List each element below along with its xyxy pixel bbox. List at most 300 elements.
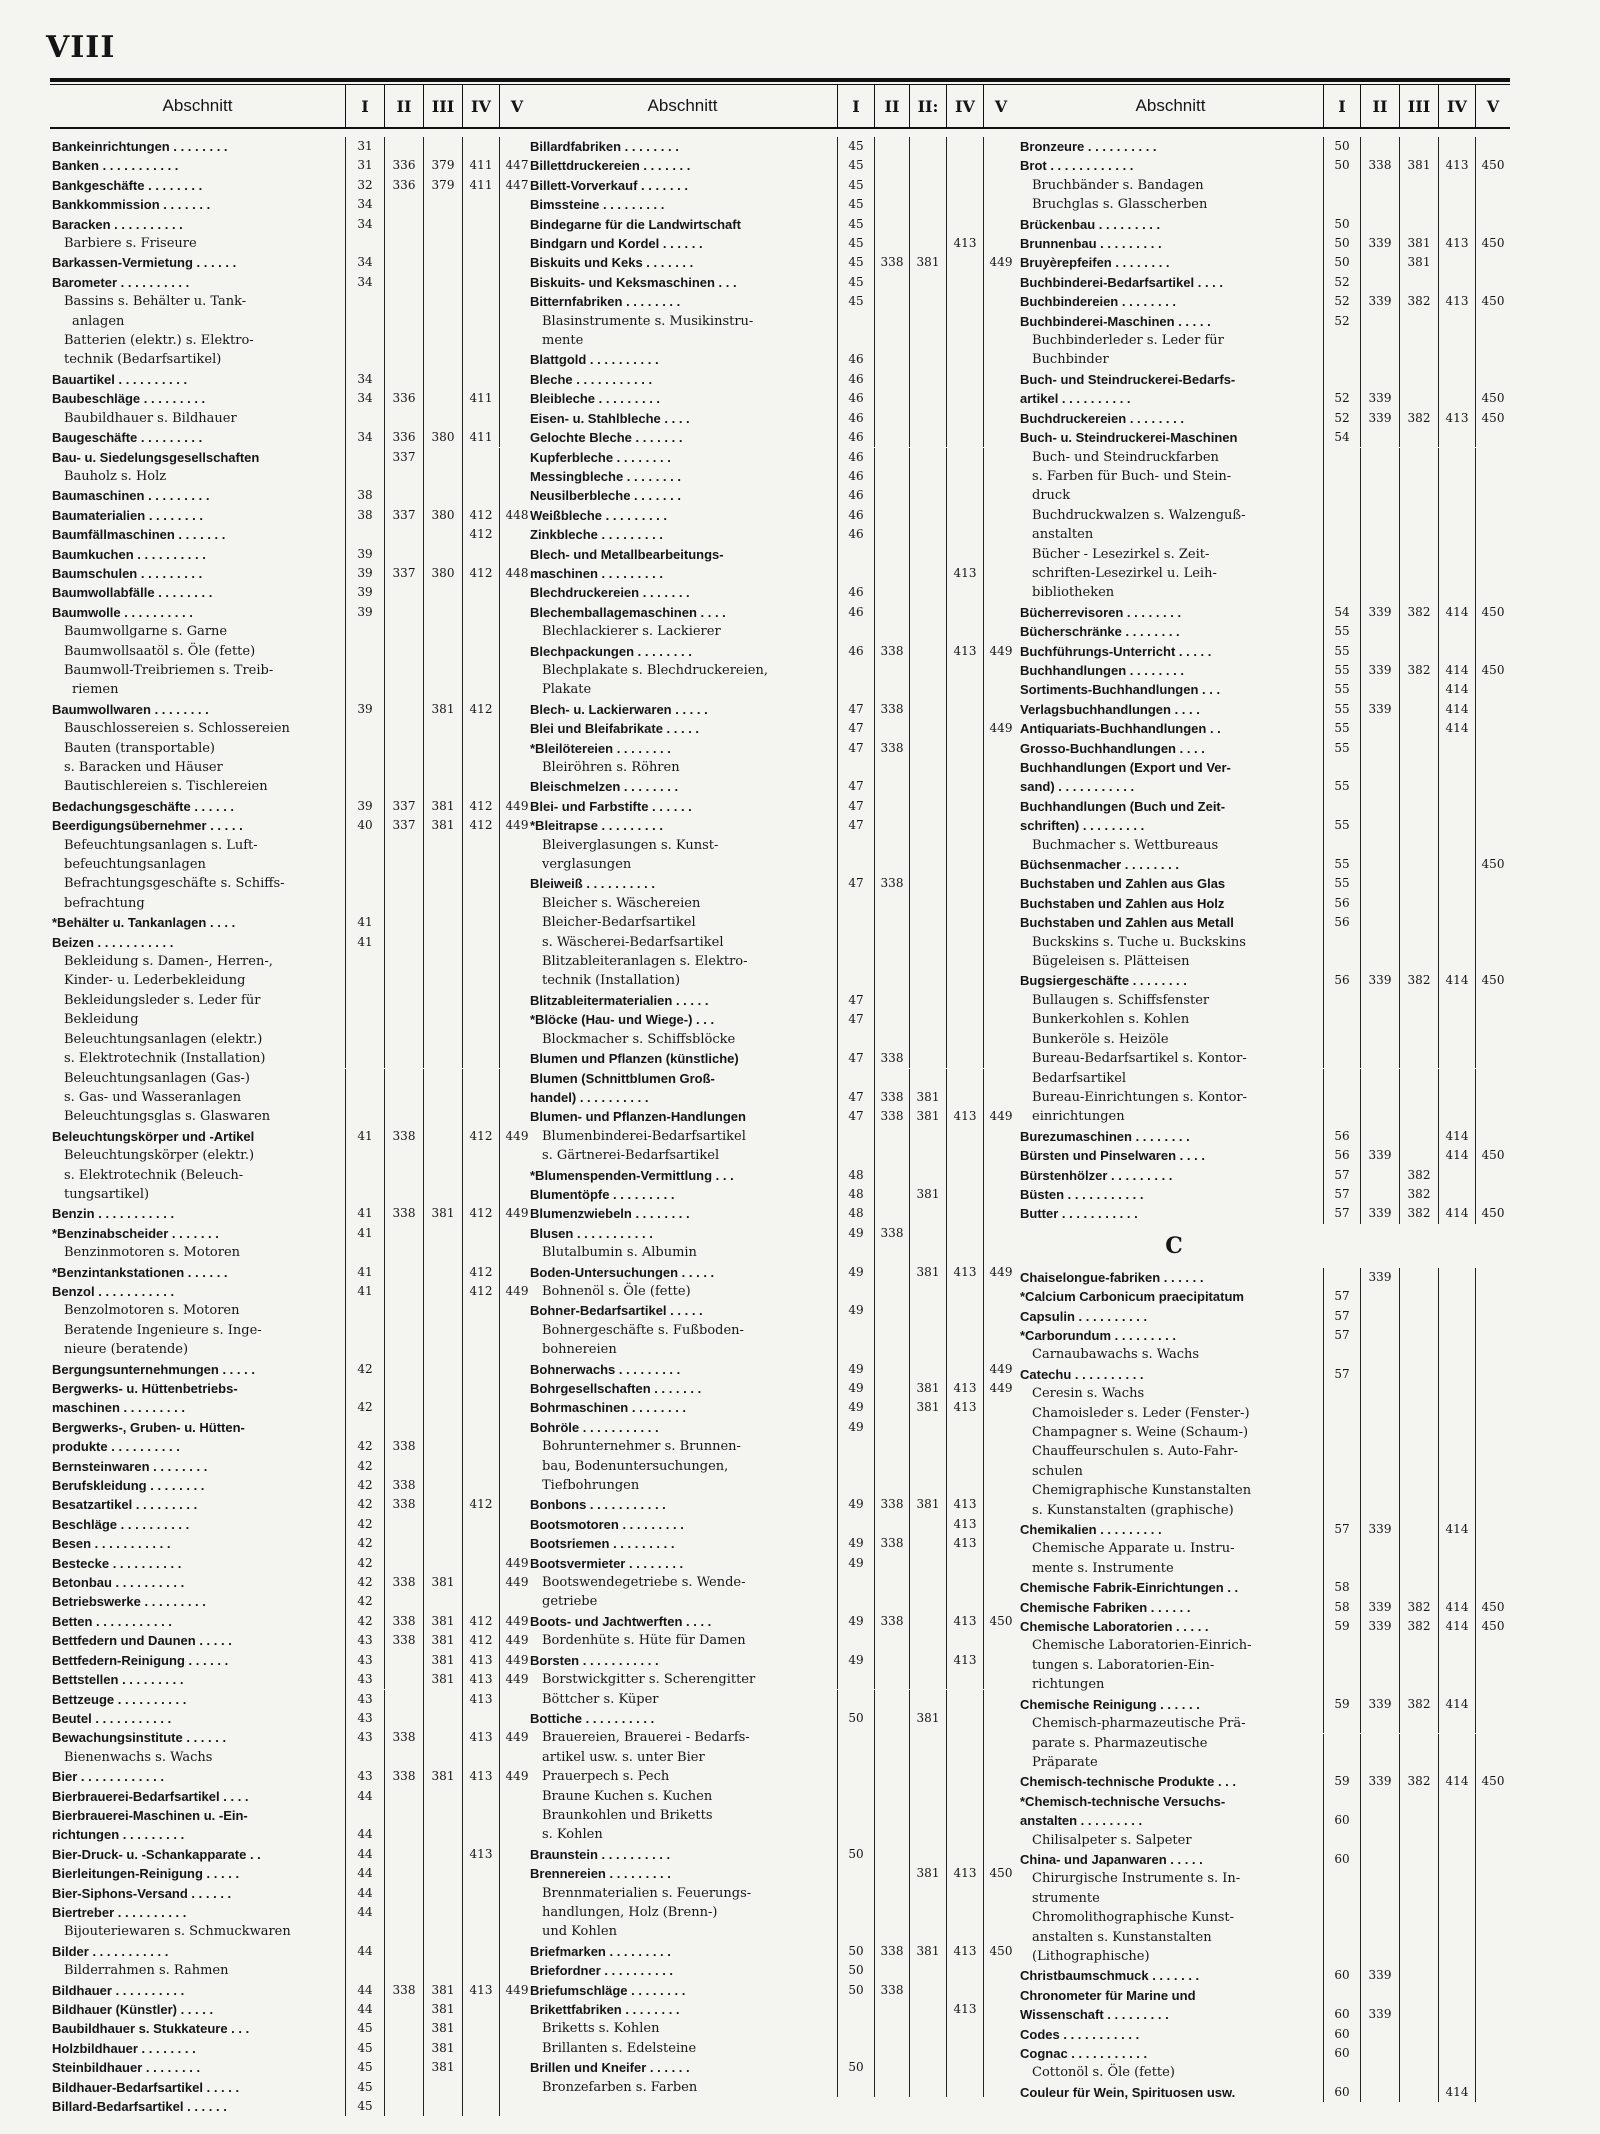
page-ref-vol-4: 412: [462, 1495, 499, 1514]
page-ref-vol-3: [423, 1592, 462, 1611]
entry-name: Bestecke . . . . . . . . . .: [52, 1555, 182, 1571]
page-ref-vol-3: [909, 1534, 946, 1553]
index-entry: [50, 1534, 534, 1553]
page-ref-vol-2: 339: [1360, 1268, 1399, 1287]
page-ref-vol-3: [909, 622, 946, 641]
page-ref-vol-2: [874, 1476, 909, 1495]
page-ref-vol-1: 55: [1323, 816, 1360, 835]
page-ref-vol-3: [1399, 2083, 1438, 2102]
page-ref-vol-2: 338: [384, 1631, 423, 1650]
entry-name: Biertreber . . . . . . . . . .: [52, 1904, 187, 1920]
page-ref-vol-2: [874, 913, 909, 932]
page-ref-vol-5: [983, 331, 1018, 350]
page-ref-vol-5: [1475, 564, 1510, 583]
page-ref-vol-4: [946, 700, 983, 719]
page-ref-vol-3: [1399, 137, 1438, 156]
page-ref-vol-3: [423, 1787, 462, 1806]
entry-name: schriften) . . . . . . . . .: [1020, 818, 1145, 834]
page-ref-vol-4: 413: [462, 1651, 499, 1670]
page-ref-vol-4: [462, 2058, 499, 2077]
page-ref-vol-4: [1438, 642, 1475, 661]
entry-name: Bullaugen s. Schiffsfenster: [1032, 992, 1210, 1008]
page-ref-vol-3: [909, 642, 946, 661]
page-ref-vol-5: [983, 1631, 1018, 1650]
index-entry: [50, 1224, 534, 1243]
page-ref-vol-1: 45: [837, 234, 874, 253]
page-ref-vol-4: [1438, 1030, 1475, 1049]
page-ref-vol-3: [909, 1728, 946, 1747]
cross-reference: [1018, 1462, 1510, 1481]
entry-name: Bergwerks- u. Hüttenbetriebs-: [52, 1381, 238, 1396]
page-ref-vol-1: [1323, 2063, 1360, 2082]
page-ref-vol-4: [1438, 777, 1475, 796]
page-ref-vol-3: [1399, 913, 1438, 932]
entry-name: Beschläge . . . . . . . . . .: [52, 1516, 190, 1532]
entry-name: Bauten (transportable): [64, 740, 215, 756]
page-ref-vol-3: [423, 836, 462, 855]
page-ref-vol-2: [874, 1631, 909, 1650]
page-ref-vol-4: 413: [1438, 234, 1475, 253]
cross-reference: [50, 467, 534, 486]
page-ref-vol-4: [1438, 1287, 1475, 1306]
page-ref-vol-1: 46: [837, 389, 874, 408]
page-ref-vol-1: 42: [345, 1612, 384, 1631]
page-ref-vol-3: [909, 448, 946, 467]
cross-reference: [1018, 1734, 1510, 1753]
page-ref-vol-2: [874, 1787, 909, 1806]
entry-name: Buchbinderei-Bedarfsartikel . . . .: [1020, 274, 1223, 290]
page-ref-vol-4: [1438, 1734, 1475, 1753]
page-ref-vol-2: [1360, 1423, 1399, 1442]
page-ref-vol-1: 46: [837, 409, 874, 428]
entry-name: Bleibleche . . . . . . . . .: [530, 391, 661, 407]
entry-name: *Blöcke (Hau- und Wiege-) . . .: [530, 1012, 715, 1028]
page-ref-vol-5: [983, 1457, 1018, 1476]
page-ref-vol-3: [909, 1340, 946, 1359]
page-ref-vol-3: 381: [423, 2000, 462, 2019]
entry-name: mente: [542, 333, 584, 349]
cross-reference: [1018, 448, 1510, 467]
page-ref-vol-3: [909, 234, 946, 253]
page-ref-vol-3: [423, 1340, 462, 1359]
entry-name: anstalten s. Kunstanstalten: [1032, 1929, 1212, 1945]
page-ref-vol-3: [1399, 331, 1438, 350]
entry-name: Messingbleche . . . . . . . .: [530, 468, 681, 484]
page-ref-vol-5: [1475, 680, 1510, 699]
page-ref-vol-1: 44: [345, 1845, 384, 1864]
page-ref-vol-4: [462, 1592, 499, 1611]
page-ref-vol-5: [1475, 1442, 1510, 1461]
page-ref-vol-3: [1399, 1010, 1438, 1029]
page-ref-vol-3: [1399, 1384, 1438, 1403]
page-ref-vol-2: [384, 1010, 423, 1029]
column-header: [1018, 85, 1510, 127]
cross-reference: [528, 2019, 1018, 2038]
entry-name: Beleuchtungsglas s. Glaswaren: [64, 1109, 271, 1125]
page-ref-vol-5: [1475, 1559, 1510, 1578]
page-ref-vol-1: 39: [345, 564, 384, 583]
page-ref-vol-2: [874, 1204, 909, 1223]
page-ref-vol-1: [345, 991, 384, 1010]
cross-reference: [1018, 583, 1510, 602]
page-ref-vol-2: [384, 603, 423, 622]
entry-name: Buchstaben und Zahlen aus Metall: [1020, 915, 1234, 931]
entry-name: Bankkommission . . . . . . .: [52, 197, 211, 213]
index-entry: [50, 1592, 534, 1611]
page-ref-vol-1: 55: [1323, 661, 1360, 680]
page-ref-vol-3: [909, 1243, 946, 1262]
page-ref-vol-3: [1399, 797, 1438, 816]
page-ref-vol-2: [1360, 370, 1399, 389]
entry-name: Billardfabriken . . . . . . . .: [530, 139, 679, 154]
page-ref-vol-1: 52: [1323, 292, 1360, 311]
page-ref-vol-4: 414: [1438, 1127, 1475, 1146]
page-ref-vol-1: [1323, 350, 1360, 369]
cross-reference: [1018, 1384, 1510, 1403]
page-ref-vol-2: [874, 273, 909, 292]
page-ref-vol-3: 381: [423, 1573, 462, 1592]
page-ref-vol-5: [983, 1961, 1018, 1980]
entry-name: Chemische Laboratorien . . . . .: [1020, 1619, 1209, 1635]
page-ref-vol-3: [423, 215, 462, 234]
index-entry: [528, 176, 1018, 195]
page-ref-vol-3: [909, 583, 946, 602]
page-ref-vol-4: [1438, 797, 1475, 816]
page-ref-vol-4: [946, 1185, 983, 1204]
page-ref-vol-2: [874, 1845, 909, 1864]
page-ref-vol-1: 55: [1323, 642, 1360, 661]
page-ref-vol-1: [837, 1922, 874, 1941]
entry-name: Briketts s. Kohlen: [542, 2021, 660, 2037]
entry-name: s. Elektrotechnik (Installation): [64, 1051, 266, 1067]
page-ref-vol-2: 339: [1360, 1966, 1399, 1985]
page-ref-vol-1: 50: [1323, 253, 1360, 272]
header-vol-2: II: [1360, 85, 1399, 127]
page-ref-vol-2: 338: [874, 1612, 909, 1631]
page-ref-vol-2: [874, 2039, 909, 2058]
page-ref-vol-3: [909, 758, 946, 777]
page-ref-vol-3: 381: [423, 1631, 462, 1650]
page-ref-vol-4: [462, 137, 499, 156]
page-ref-vol-2: [1360, 855, 1399, 874]
page-ref-vol-5: [983, 1204, 1018, 1223]
page-ref-vol-1: 45: [837, 195, 874, 214]
page-ref-vol-2: [384, 545, 423, 564]
page-ref-vol-1: 58: [1323, 1598, 1360, 1617]
page-ref-vol-2: [1360, 1636, 1399, 1655]
page-ref-vol-4: [1438, 564, 1475, 583]
cross-reference: [1018, 1404, 1510, 1423]
entry-name: Benzinmotoren s. Motoren: [64, 1245, 241, 1261]
page-number: VIII: [46, 30, 116, 65]
page-ref-vol-3: 382: [1399, 1772, 1438, 1791]
page-ref-vol-1: [837, 1340, 874, 1359]
page-ref-vol-1: [1323, 758, 1360, 777]
index-column-1: [50, 85, 534, 2133]
page-ref-vol-2: 337: [384, 448, 423, 467]
page-ref-vol-1: 55: [1323, 777, 1360, 796]
page-ref-vol-1: [1323, 952, 1360, 971]
page-ref-vol-1: [345, 331, 384, 350]
entry-name: Bier . . . . . . . . . . . .: [52, 1769, 164, 1785]
page-ref-vol-5: [1475, 215, 1510, 234]
cross-reference: [528, 1457, 1018, 1476]
page-ref-vol-3: [1399, 680, 1438, 699]
entry-name: Blumen und Pflanzen (künstliche): [530, 1051, 739, 1067]
cross-reference: [528, 2039, 1018, 2058]
header-vol-3: III: [423, 85, 462, 127]
entry-name: Betonbau . . . . . . . . . .: [52, 1575, 185, 1591]
page-ref-vol-5: 449: [983, 642, 1018, 661]
page-ref-vol-2: [874, 428, 909, 447]
page-ref-vol-2: [874, 603, 909, 622]
entry-name: Bohnerwachs . . . . . . . . .: [530, 1361, 681, 1377]
page-ref-vol-4: [946, 913, 983, 932]
entry-name: Zinkbleche . . . . . . . . .: [530, 527, 663, 543]
cross-reference: [50, 758, 534, 777]
page-ref-vol-3: 382: [1399, 292, 1438, 311]
entry-name: *Chemisch-technische Versuchs-: [1020, 1793, 1226, 1809]
cross-reference: [1018, 933, 1510, 952]
page-ref-vol-4: 412: [462, 797, 499, 816]
page-ref-vol-3: [909, 1069, 946, 1088]
page-ref-vol-1: [837, 622, 874, 641]
page-ref-vol-4: [946, 253, 983, 272]
page-ref-vol-2: [874, 1185, 909, 1204]
page-ref-vol-2: [1360, 1869, 1399, 1888]
page-ref-vol-4: 414: [1438, 1598, 1475, 1617]
entry-name: Bootswendegetriebe s. Wende-: [542, 1575, 746, 1591]
page-ref-vol-1: [1323, 933, 1360, 952]
page-ref-vol-3: [423, 350, 462, 369]
page-ref-vol-1: [1323, 1345, 1360, 1364]
entry-name: Couleur für Wein, Spirituosen usw.: [1020, 2084, 1236, 2100]
index-entry: [50, 525, 534, 544]
index-entry: [528, 1495, 1018, 1514]
index-entry: [1018, 1166, 1510, 1185]
page-ref-vol-2: [384, 1534, 423, 1553]
page-ref-vol-1: 47: [837, 874, 874, 893]
page-ref-vol-3: 381: [423, 2019, 462, 2038]
entry-name: Bruchbänder s. Bandagen: [1032, 177, 1204, 193]
entry-name: Bohnergeschäfte s. Fußboden-: [542, 1322, 744, 1338]
page-ref-vol-4: [1438, 1889, 1475, 1908]
page-ref-vol-2: [874, 1418, 909, 1437]
entry-name: Neusilberbleche . . . . . . .: [530, 488, 681, 504]
page-ref-vol-3: [909, 1301, 946, 1320]
page-ref-vol-1: [1323, 583, 1360, 602]
index-entry: [528, 525, 1018, 544]
page-ref-vol-1: 31: [345, 137, 384, 156]
page-ref-vol-1: 47: [837, 816, 874, 835]
page-ref-vol-3: [1399, 1869, 1438, 1888]
entry-name: artikel . . . . . . . . . .: [1020, 391, 1131, 407]
page-ref-vol-5: 449: [499, 1670, 534, 1689]
entry-name: mente s. Instrumente: [1032, 1560, 1174, 1576]
page-ref-vol-2: [1360, 1049, 1399, 1068]
page-ref-vol-2: [874, 389, 909, 408]
page-ref-vol-1: 59: [1323, 1772, 1360, 1791]
page-ref-vol-3: [909, 680, 946, 699]
page-ref-vol-1: 45: [345, 2039, 384, 2058]
page-ref-vol-2: [1360, 1030, 1399, 1049]
page-ref-vol-1: [1323, 1088, 1360, 1107]
page-ref-vol-1: 44: [345, 1903, 384, 1922]
page-ref-vol-4: [1438, 758, 1475, 777]
entry-name: Bernsteinwaren . . . . . . . .: [52, 1458, 208, 1474]
entry-name: Buchstaben und Zahlen aus Glas: [1020, 876, 1226, 892]
entry-name: Beratende Ingenieure s. Inge-: [64, 1322, 262, 1338]
page-ref-vol-1: 50: [1323, 234, 1360, 253]
entry-name: Bindgarn und Kordel . . . . . .: [530, 236, 703, 252]
page-ref-vol-1: 41: [345, 1224, 384, 1243]
page-ref-vol-3: [909, 1845, 946, 1864]
cross-reference: [528, 1282, 1018, 1301]
page-ref-vol-3: [423, 1534, 462, 1553]
page-ref-vol-3: 381: [909, 1495, 946, 1514]
page-ref-vol-5: 450: [1475, 1598, 1510, 1617]
page-ref-vol-2: [1360, 1792, 1399, 1811]
entry-name: Chemisch-pharmazeutische Prä-: [1032, 1716, 1246, 1732]
page-ref-vol-3: [1399, 1539, 1438, 1558]
index-entry: [528, 1554, 1018, 1573]
page-ref-vol-2: [874, 1651, 909, 1670]
page-ref-vol-4: 411: [462, 176, 499, 195]
header-vol-4: IV: [1438, 85, 1475, 127]
entry-name: Benzin . . . . . . . . . . .: [52, 1206, 175, 1222]
page-ref-vol-2: 338: [384, 1127, 423, 1146]
page-ref-vol-5: [983, 816, 1018, 835]
entry-name: Bronzefarben s. Farben: [542, 2079, 698, 2095]
page-ref-vol-5: [1475, 1578, 1510, 1597]
page-ref-vol-5: 449: [499, 816, 534, 835]
page-ref-vol-4: 413: [1438, 409, 1475, 428]
entry-name: anlagen: [72, 313, 125, 329]
page-ref-vol-4: 414: [1438, 1146, 1475, 1165]
page-ref-vol-5: [983, 933, 1018, 952]
page-ref-vol-2: 338: [384, 1767, 423, 1786]
page-ref-vol-2: [384, 2000, 423, 2019]
entry-name: Blasinstrumente s. Musikinstru-: [542, 313, 754, 329]
page-ref-vol-3: [909, 1457, 946, 1476]
page-ref-vol-2: [1360, 1345, 1399, 1364]
page-ref-vol-3: [423, 195, 462, 214]
page-ref-vol-1: [1323, 1559, 1360, 1578]
page-ref-vol-4: [946, 467, 983, 486]
page-ref-vol-1: [837, 2000, 874, 2019]
index-entry: [1018, 971, 1510, 990]
page-ref-vol-5: [1475, 1088, 1510, 1107]
page-ref-vol-3: [1399, 1107, 1438, 1126]
page-ref-vol-3: [1399, 486, 1438, 505]
page-ref-vol-4: 413: [462, 1981, 499, 2000]
index-entry: [528, 603, 1018, 622]
page-ref-vol-4: [946, 1282, 983, 1301]
page-ref-vol-1: [345, 855, 384, 874]
page-ref-vol-2: [384, 1748, 423, 1767]
entry-name: Berufskleidung . . . . . . . .: [52, 1478, 205, 1494]
page-ref-vol-2: [384, 1049, 423, 1068]
index-entry: [50, 1825, 534, 1844]
page-ref-vol-3: 380: [423, 564, 462, 583]
entry-name: s. Gas- und Wasseranlagen: [64, 1089, 242, 1105]
entry-name: riemen: [72, 682, 119, 698]
index-entry: [1018, 719, 1510, 738]
page-ref-vol-1: [837, 894, 874, 913]
cross-reference: [1018, 545, 1510, 564]
page-ref-vol-4: [462, 971, 499, 990]
page-ref-vol-4: [462, 642, 499, 661]
page-ref-vol-5: [1475, 1966, 1510, 1985]
page-ref-vol-4: [462, 661, 499, 680]
page-ref-vol-1: [1323, 1049, 1360, 1068]
entry-name: Brot . . . . . . . . . . . .: [1020, 158, 1134, 174]
page-ref-vol-2: [1360, 991, 1399, 1010]
page-ref-vol-3: 381: [423, 2039, 462, 2058]
page-ref-vol-1: [345, 952, 384, 971]
page-ref-vol-1: [345, 312, 384, 331]
index-entry: [50, 2039, 534, 2058]
page-ref-vol-3: [1399, 2063, 1438, 2082]
page-ref-vol-2: 338: [874, 1534, 909, 1553]
entry-name: Bildhauer-Bedarfsartikel . . . . .: [52, 2079, 240, 2095]
page-ref-vol-2: [874, 1670, 909, 1689]
page-ref-vol-3: [909, 156, 946, 175]
page-ref-vol-1: 40: [345, 816, 384, 835]
page-ref-vol-1: [345, 1379, 384, 1398]
entry-name: Bildhauer (Künstler) . . . . .: [52, 2002, 214, 2017]
page-ref-vol-1: 50: [837, 2058, 874, 2077]
index-entry: [1018, 389, 1510, 408]
page-ref-vol-3: [909, 215, 946, 234]
cross-reference: [528, 661, 1018, 680]
page-ref-vol-1: 43: [345, 1767, 384, 1786]
page-ref-vol-4: [462, 680, 499, 699]
page-ref-vol-4: [1438, 1345, 1475, 1364]
page-ref-vol-5: [1475, 2044, 1510, 2063]
page-ref-vol-2: 339: [1360, 234, 1399, 253]
cross-reference: [528, 1437, 1018, 1456]
page-ref-vol-1: 47: [837, 797, 874, 816]
cross-reference: [1018, 1928, 1510, 1947]
index-entry: [50, 506, 534, 525]
page-ref-vol-3: 381: [909, 1942, 946, 1961]
page-ref-vol-4: 413: [946, 1651, 983, 1670]
page-ref-vol-3: [423, 1845, 462, 1864]
page-ref-vol-2: [384, 1825, 423, 1844]
cross-reference: [528, 1631, 1018, 1650]
page-ref-vol-1: [837, 1728, 874, 1747]
index-entry: [528, 273, 1018, 292]
page-ref-vol-5: [1475, 1869, 1510, 1888]
page-ref-vol-5: [983, 1418, 1018, 1437]
page-ref-vol-5: [1475, 1107, 1510, 1126]
page-ref-vol-2: [1360, 1287, 1399, 1306]
page-ref-vol-4: 412: [462, 525, 499, 544]
page-ref-vol-4: [946, 1728, 983, 1747]
page-ref-vol-2: [384, 2019, 423, 2038]
entry-name: Buch- und Steindruckerei-Bedarfs-: [1020, 371, 1236, 387]
index-entry: [50, 1515, 534, 1534]
page-ref-vol-4: [462, 253, 499, 272]
page-ref-vol-3: [1399, 350, 1438, 369]
page-ref-vol-1: [345, 1340, 384, 1359]
page-ref-vol-1: [1323, 1734, 1360, 1753]
index-entry: [1018, 1204, 1510, 1223]
page-ref-vol-5: [983, 2000, 1018, 2019]
page-ref-vol-5: 450: [983, 1942, 1018, 1961]
index-entry: [528, 874, 1018, 893]
